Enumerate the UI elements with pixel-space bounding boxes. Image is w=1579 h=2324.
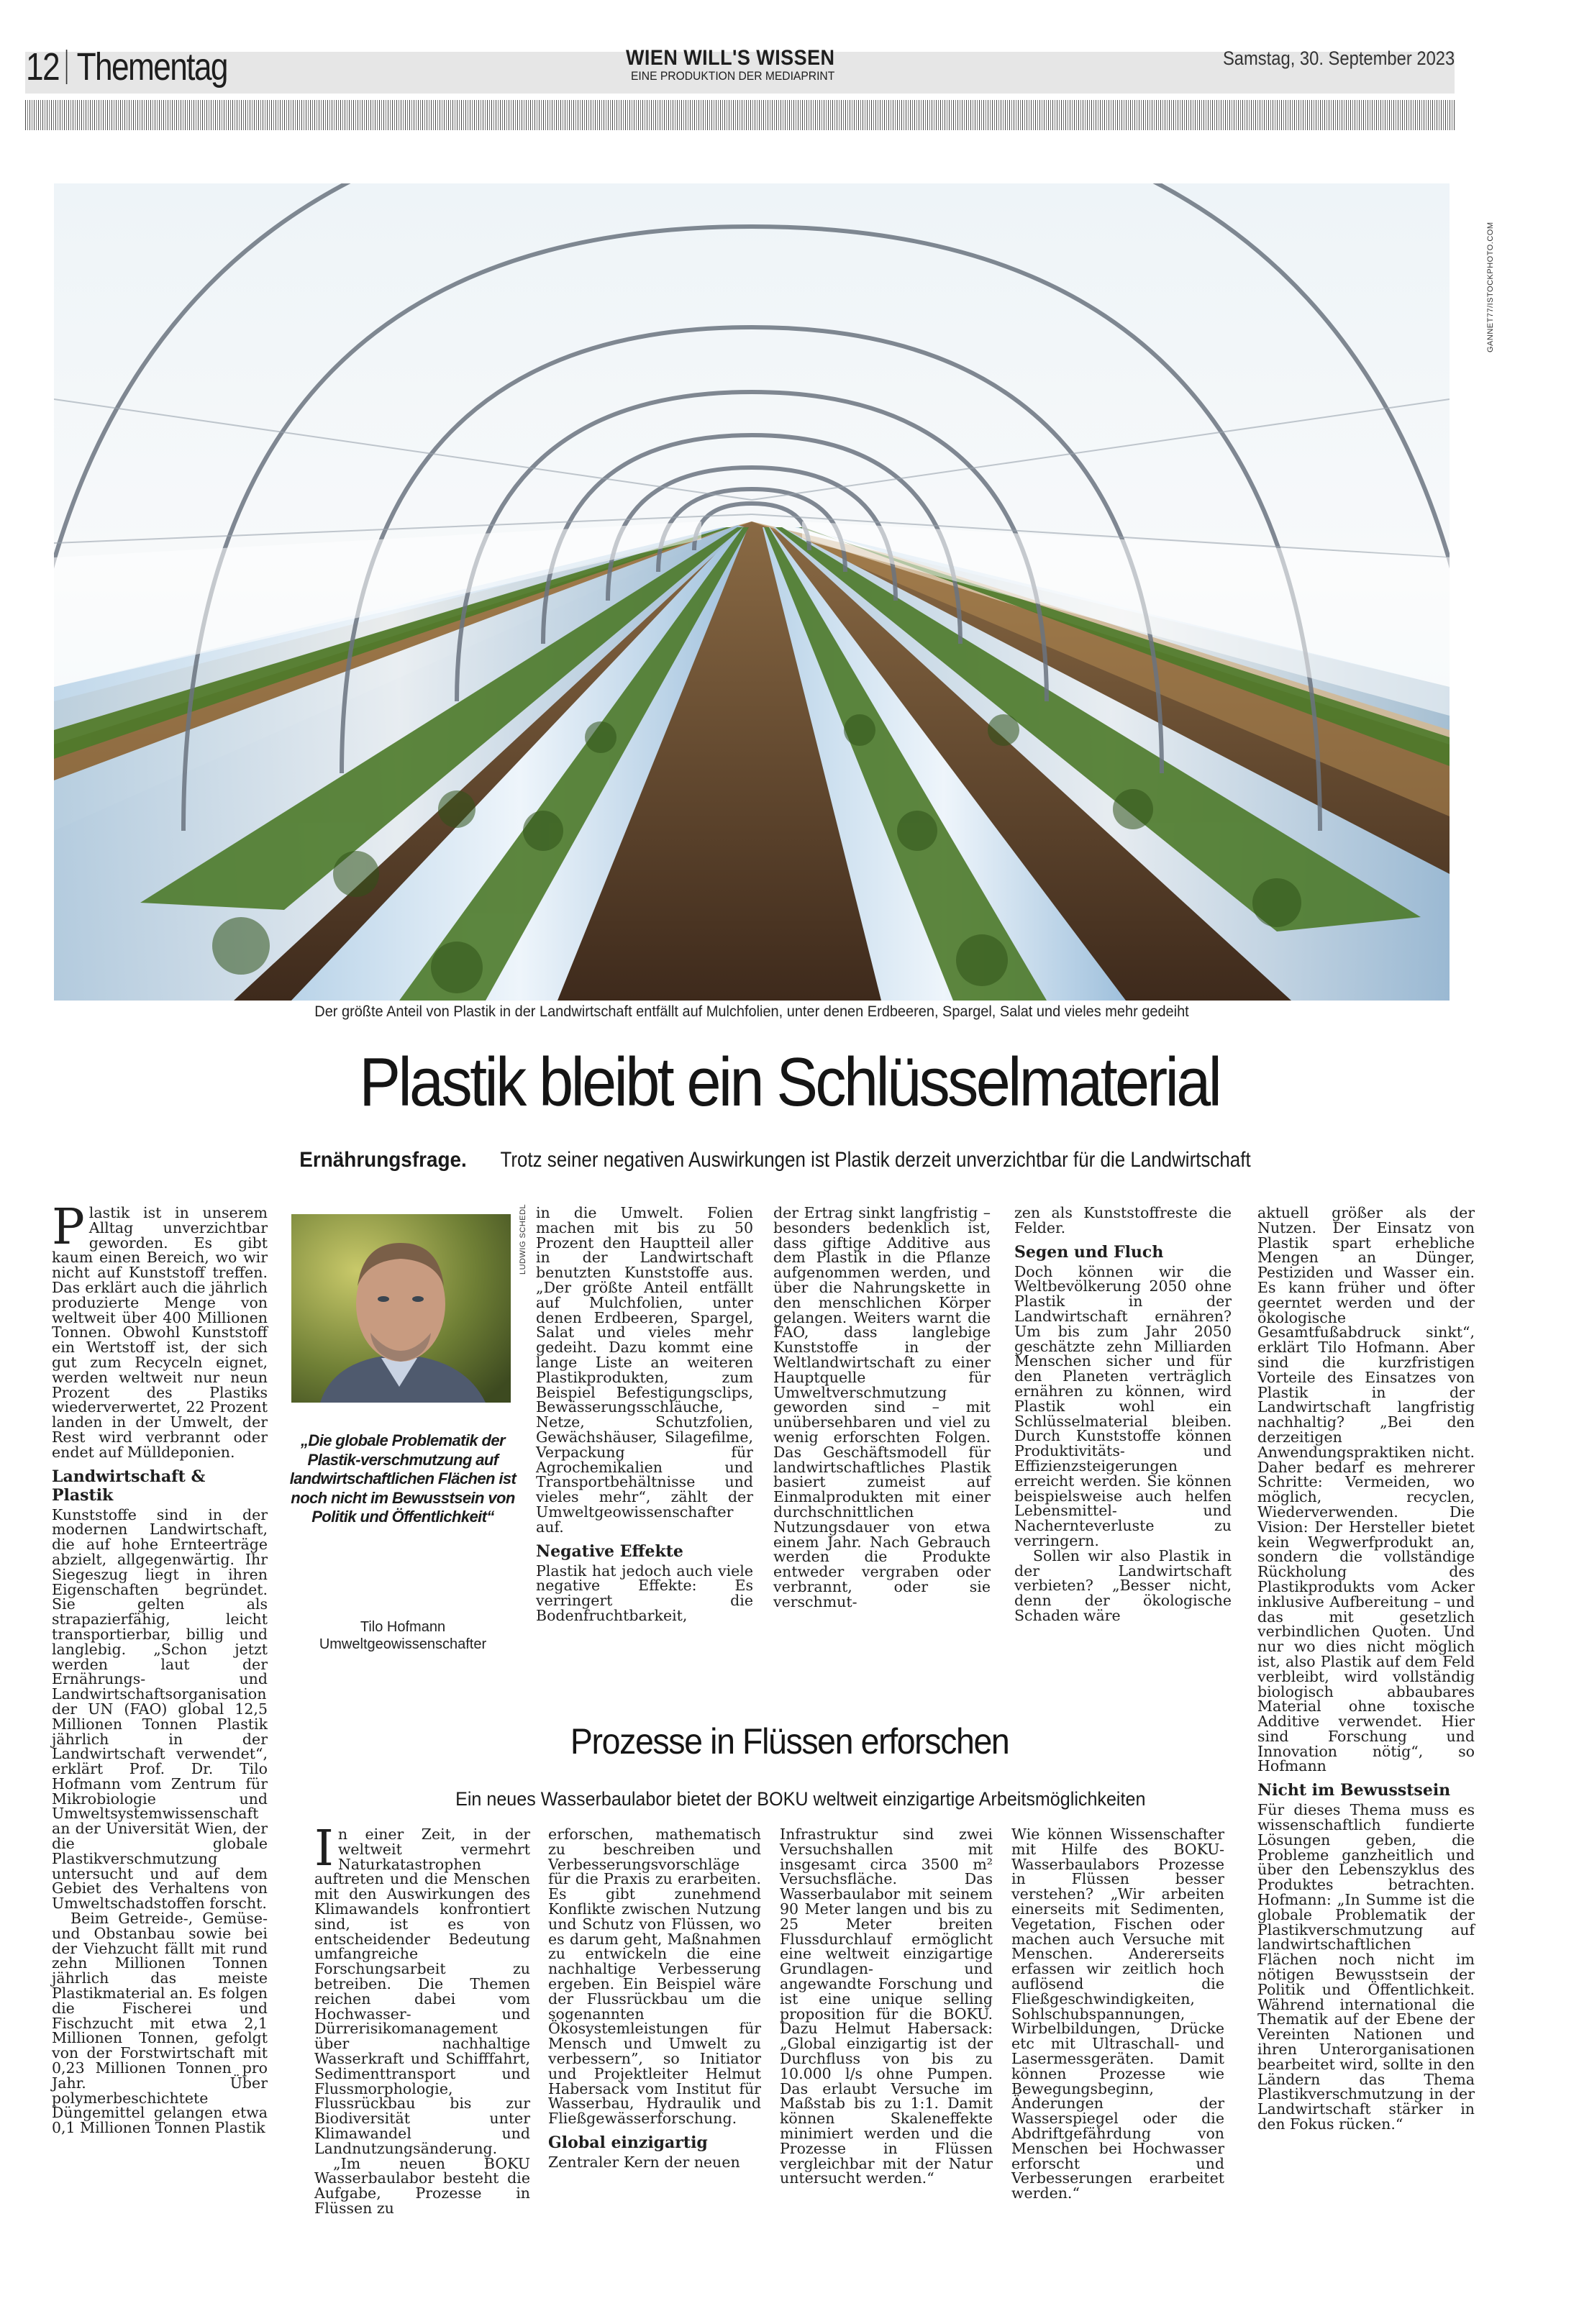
article2-column-2 (548, 1827, 761, 2170)
pull-quote-attribution (288, 1618, 518, 1653)
subheading: Landwirtschaft & Plastik (52, 1467, 206, 1505)
dropcap: P (52, 1199, 85, 1256)
paragraph: Für dieses Thema muss es wissenschaftlich fundierte Lösungen geben, die Probleme ganzheitlich und über den Lebenszyklus des Produktes betrachten. Hofmann: „In Summe ist die globale Problematik der Plastikverschmutzung auf landwirtschaftlichen Flächen noch nicht im nötigen Bewusstsein der Politik und Öffentlichkeit. Während international die Thematik auf der Ebene der Vereinten Nationen und ihren Unterorganisationen bearbeitet wird, sollte in den Ländern das Thema Plastikverschmutzung in der Landwirtschaft stärker in den Fokus rücken.“ (1257, 1801, 1475, 2133)
headline-text: Prozesse in Flüssen erforschen (570, 1721, 1009, 1762)
paragraph: Wie können Wissenschafter mit Hilfe des BOKU-Wasserbaulabors Prozesse in Flüssen besser verstehen? „Wir arbeiten einerseits mit Sedimenten, Vegetation, Fischen oder machen auch Versuche mit Menschen. Andererseits erfassen wir zeitlich hoch auflösend die Fließgeschwindigkeiten, Sohlschubspannungen, Wirbelbildungen, Drücke etc mit Ultraschall- und Lasermessgeräten. Damit können Prozesse wie Bewegungsbeginn, Änderungen der Wasserspiegel oder die Abdriftgefährdung von Menschen bei Hochwasser erforscht und Verbesserungen erarbeitet werden.“ (1011, 1826, 1224, 2202)
paragraph: erforschen, mathematisch zu beschreiben und Verbesserungsvorschläge für die Praxis zu erarbeiten. Es gibt zunehmend Konflikte zwischen Nutzung und Schutz von Flüssen, wo es darum geht, Maßnahmen zu entwickeln die eine nachhaltige Verbesserung ergeben. Ein Beispiel wäre der Flussrückbau um die sogenannten Ökosystemleistungen für Mensch und Umwelt zu verbessern”, so Initiator und Projektleiter Helmut Habersack vom Institut für Wasserbau, Hydraulik und Fließgewässerforschung. (548, 1826, 761, 2128)
article1-column-5 (1257, 1206, 1475, 2132)
paragraph: Doch können wir die Weltbevölkerung 2050 ohne Plastik in der Landwirtschaft ernähren? Um bis zum Jahr 2050 geschätzte zehn Milliarden Menschen sicher und für den Planeten verträglich ernähren zu können, wird Plastik wohl ein Schlüsselmaterial bleiben. Durch Kunststoffe können Produktivitäts- und Effizienzsteigerungen erreicht werden. Sie können beispielsweise auch helfen Lebensmittel- und Nachernteverluste zu verringern. (1014, 1262, 1232, 1549)
brand-title: WIEN WILL'S WISSEN (626, 46, 835, 70)
decorative-stripe-bar (25, 100, 1455, 130)
paragraph: Infrastruktur sind zwei Versuchshallen mit insgesamt circa 3500 m² Versuchsfläche. Das Wasserbaulabor mit seinem 90 Meter langen und bis zu 25 Meter breiten Flussdurchlauf ermöglicht eine weltweit einzigartige Grundlagen- und angewandte Forschung und ist eine unique selling proposition für die BOKU. Dazu Helmut Habersack: „Global einzigartig ist der Durchfluss von bis zu 10.000 l/s ohne Pumpen. Das erlaubt Versuche im Maßstab bis zu 1:1. Damit können Skaleneffekte minimiert werden und die Prozesse in Flüssen vergleichbar mit der Natur untersucht werden.“ (780, 1826, 993, 2187)
article2-headline (0, 1721, 1579, 1762)
portrait-photo-tilo-hofmann (291, 1214, 511, 1403)
portrait-illustration (291, 1214, 511, 1403)
pull-quote: „Die globale Problematik der Plastik-verschmutzung auf landwirtschaftlichen Flächen ist noch nicht im Bewusstsein von Politik und Öffentlichkeit“ (289, 1431, 517, 1526)
page-header-left (26, 45, 227, 89)
article1-column-3 (773, 1206, 991, 1610)
article-standfirst (0, 1148, 1579, 1172)
paragraph-text: lastik ist in unserem Alltag unverzichtbar geworden. Es gibt kaum einen Bereich, wo wir nicht auf Kunststoff treffen. Das erklärt auch die jährlich produzierte Menge von weltweit über 400 Millionen Tonnen. Obwohl Kunststoff ein Wertstoff ist, der sich gut zum Recyceln eignet, werden weltweit nur neun Prozent des Plastiks wiederverwertet, 22 Prozent landen in der Umwelt, der Rest wird verbrannt oder endet auf Mülldeponien. (52, 1204, 268, 1461)
article2-column-3 (780, 1827, 993, 2186)
kicker: Ernährungsfrage. (299, 1148, 468, 1172)
paragraph: der Ertrag sinkt langfristig – besonders bedenklich ist, dass giftige Additive aus dem Plastik in die Pflanze aufgenommen werden, und über die Nahrungskette in den menschlichen Körper gelangen. Weiters warnt die FAO, dass langlebige Kunststoffe in der Weltlandwirtschaft zu einer Hauptquelle für Umweltverschmutzung geworden sind – mit unübersehbaren und viel zu wenig erforschten Folgen. Das Geschäftsmodell für landwirtschaftliches Plastik basiert zumeist auf Einmalprodukten mit einer durchschnittlichen Nutzungsdauer von etwa einem Jahr. Nach Gebrauch werden die Produkte entweder vergraben oder verbrannt, oder sie verschmut- (773, 1204, 991, 1610)
paragraph: Sollen wir also Plastik in der Landwirtschaft verbieten? „Besser nicht, denn der ökologische Schaden wäre (1014, 1546, 1232, 1624)
publication-brand (626, 46, 928, 83)
quote-author-role: Umweltgeowissenschafter (319, 1636, 487, 1652)
standfirst-text: Ein neues Wasserbaulabor bietet der BOKU weltweit einzigartige Arbeitsmöglichkeiten (455, 1788, 1146, 1810)
subheading: Nicht im Bewusstsein (1257, 1781, 1451, 1800)
paragraph: Kunststoffe sind in der modernen Landwirtschaft, die auf hohe Ernteerträge abzielt, allgegenwärtig. Ihr Siegeszug liegt in ihren Eigenschaften begründet. Sie gelten als strapazierfähig, leicht transportierbar, billig und langlebig. „Schon jetzt werden laut der Ernährungs- und Landwirtschaftsorganisation der UN (FAO) global 12,5 Millionen Tonnen Plastik jährlich in der Landwirtschaft verwendet“, erklärt Prof. Dr. Tilo Hofmann vom Zentrum für Mikrobiologie und Umweltsystemwissenschaft an der Universität Wien, der die globale Plastikverschmutzung untersucht und auf dem Gebiet des Verhaltens von Umweltschadstoffen forscht. (52, 1505, 268, 1913)
headline-text: Plastik bleibt ein Schlüsselmaterial (359, 1044, 1220, 1121)
article1-column-4 (1014, 1206, 1232, 1623)
polytunnel-illustration (54, 183, 1450, 1001)
brand-subtitle: EINE PRODUKTION DER MEDIAPRINT (631, 69, 835, 83)
subheading: Negative Effekte (536, 1541, 683, 1561)
paragraph: Zentraler Kern der neuen (548, 2153, 740, 2171)
article1-column-1 (52, 1199, 268, 2137)
paragraph (52, 1199, 268, 1461)
standfirst-text: Trotz seiner negativen Auswirkungen ist Plastik derzeit unverzichtbar für die Landwirtschaft (501, 1148, 1252, 1172)
subheading: Global einzigartig (548, 2133, 708, 2152)
header-separator (66, 50, 68, 84)
hero-photo-polytunnel (54, 183, 1450, 1001)
issue-date: Samstag, 30. September 2023 (1222, 47, 1455, 69)
photo-credit-portrait: LUDWIG SCHEDL (519, 1203, 527, 1275)
paragraph (314, 1821, 530, 2157)
article-headline (0, 1043, 1579, 1122)
article2-column-1 (314, 1821, 530, 2217)
subheading: Segen und Fluch (1014, 1242, 1164, 1262)
paragraph: zen als Kunststoffreste die Felder. (1014, 1204, 1232, 1236)
section-name: Thementag (76, 45, 227, 88)
article2-standfirst (0, 1788, 1579, 1810)
paragraph: Beim Getreide-, Gemüse- und Obstanbau sowie bei der Viehzucht fällt mit rund zehn Millionen Tonnen jährlich das meiste Plastikmaterial an. Es folgen die Fischerei und Fischzucht mit etwa 2,1 Millionen Tonnen, gefolgt von der Forstwirtschaft mit 0,23 Millionen Tonnen pro Jahr. Über polymerbeschichtete Düngemittel gelangen etwa 0,1 Millionen Tonnen Plastik (52, 1910, 268, 2137)
paragraph: in die Umwelt. Folien machen mit bis zu 50 Prozent den Hauptteil aller in der Landwirtschaft benutzten Kunststoffe aus. „Der größte Anteil entfällt auf Mulchfolien, unter denen Erdbeeren, Spargel, Salat und vieles mehr gedeiht. Dazu kommt eine lange Liste an weiteren Plastikprodukten, zum Beispiel Befestigungsclips, Bewässerungsschläuche, Netze, Schutzfolien, Gewächshäuser, Silagefilme, Verpackung für Agrochemikalien und Transportbehältnisse und vieles mehr“, zählt der Umweltgeowissenschafter auf. (536, 1204, 753, 1536)
article1-column-2 (536, 1206, 753, 1623)
paragraph: „Im neuen BOKU Wasserbaulabor besteht die Aufgabe, Prozesse in Flüssen zu (314, 2154, 530, 2217)
dropcap: I (314, 1821, 334, 1877)
paragraph-text: n einer Zeit, in der weltweit vermehrt Naturkatastrophen auftreten und die Menschen mit den Auswirkungen des Klimawandels konfrontiert sind, ist es von entscheidender Bedeutung umfangreiche Forschungsarbeit zu betreiben. Die Themen reichen dabei vom Hochwasser- und Dürrerisikomanagement über nachhaltige Wasserkraft und Schifffahrt, Sedimenttransport und Flussmorphologie, Flussrückbau bis zur Biodiversität unter Klimawandel und Landnutzungsänderung. (314, 1826, 530, 2157)
page-number: 12 (26, 45, 59, 88)
photo-credit-hero: GANNET77/ISTOCKPHOTO.COM (1486, 222, 1495, 352)
photo-caption: Der größte Anteil von Plastik in der Landwirtschaft entfällt auf Mulchfolien, unter denen Erdbeeren, Spargel, Salat und vieles mehr gedeiht (314, 1003, 1189, 1020)
article2-column-4 (1011, 1827, 1224, 2201)
paragraph: Plastik hat jedoch auch viele negative Effekte: Es verringert die Bodenfruchtbarkeit, (536, 1562, 753, 1624)
paragraph: aktuell größer als der Nutzen. Der Einsatz von Plastik spart erhebliche Mengen an Dünger, Pestiziden und Wasser ein. Es kann früher und öfter geerntet werden und der ökologische Gesamtfußabdruck sinkt“, erklärt Tilo Hofmann. Aber sind die kurzfristigen Vorteile des Einsatzes von Plastik in der Landwirtschaft langfristig nachhaltig? „Bei den derzeitigen Anwendungspraktiken nicht. Daher bedarf es mehrerer Schritte: Vermeiden, wo möglich, recyclen, Wiederverwenden. Die Vision: Der Hersteller bietet kein Wegwerfprodukt an, sondern die vollständige Rückholung des Plastikprodukts vom Acker inklusive Aufbereitung – und das mit gesetzlich verbindlichen Quoten. Und nur wo dies nicht möglich ist, also Plastik auf dem Feld verbleibt, wird vollständig biologisch abbaubares Material ohne toxische Additive verwendet. Hier sind Forschung und Innovation nötig“, so Hofmann (1257, 1204, 1475, 1775)
quote-author-name: Tilo Hofmann (360, 1619, 446, 1635)
